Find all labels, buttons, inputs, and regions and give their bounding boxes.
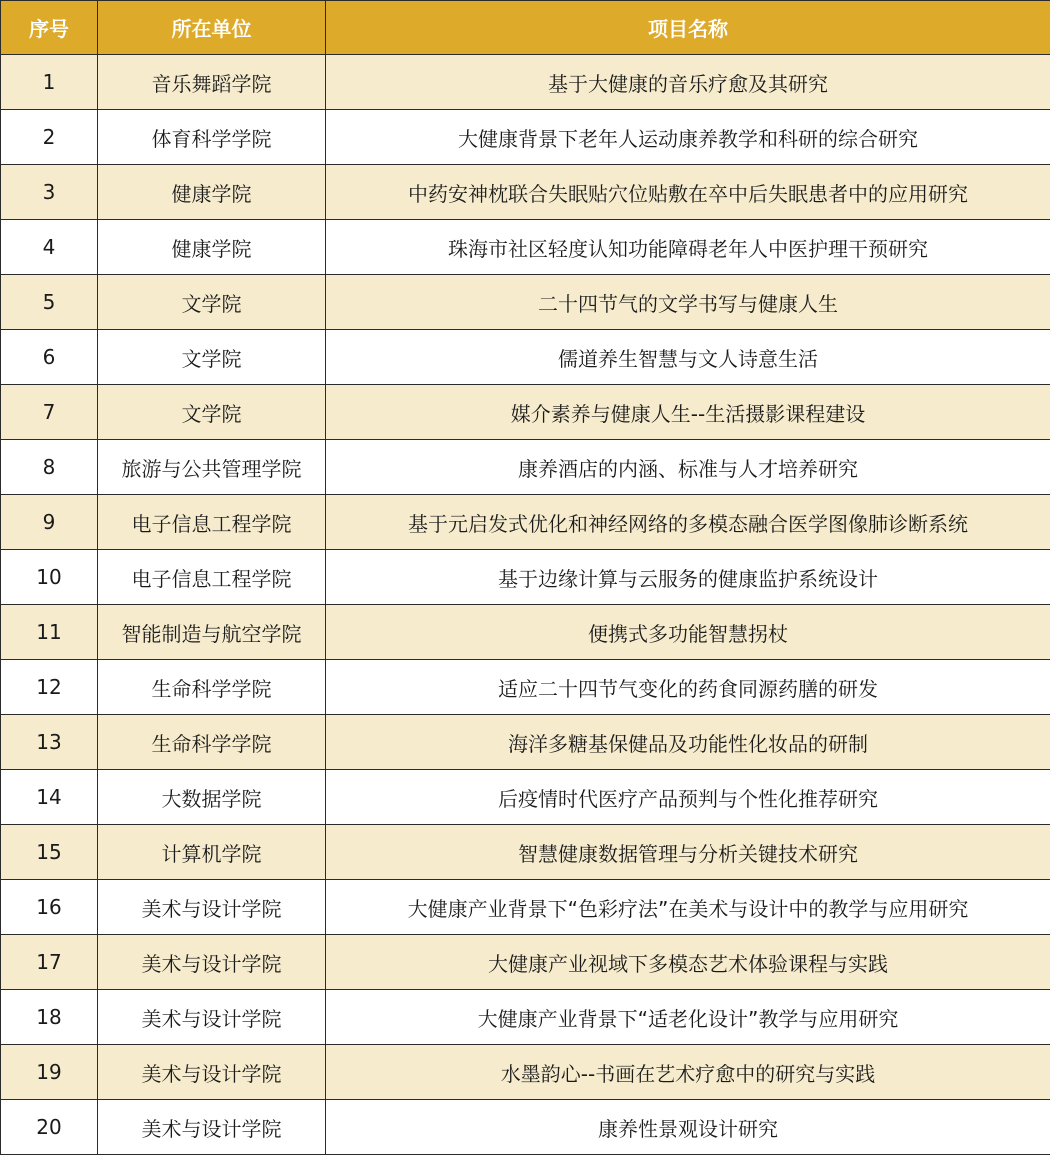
table-row xyxy=(1,220,1050,275)
table-body xyxy=(1,55,1050,1155)
row-number-cell: 10 xyxy=(1,550,98,605)
project-name-cell: 康养酒店的内涵、标准与人才培养研究 xyxy=(326,440,1050,495)
project-name-cell: 儒道养生智慧与文人诗意生活 xyxy=(326,330,1050,385)
project-name-cell: 康养性景观设计研究 xyxy=(326,1100,1050,1155)
unit-cell: 文学院 xyxy=(98,385,326,440)
unit-cell: 生命科学学院 xyxy=(98,660,326,715)
unit-cell: 文学院 xyxy=(98,330,326,385)
row-number-cell: 18 xyxy=(1,990,98,1045)
table-row xyxy=(1,440,1050,495)
row-number-cell: 1 xyxy=(1,55,98,110)
row-number-cell: 16 xyxy=(1,880,98,935)
unit-cell: 文学院 xyxy=(98,275,326,330)
row-number-cell: 4 xyxy=(1,220,98,275)
row-number-cell: 2 xyxy=(1,110,98,165)
header-row xyxy=(1,1,1050,55)
row-number-cell: 17 xyxy=(1,935,98,990)
table-row xyxy=(1,550,1050,605)
row-number-cell: 9 xyxy=(1,495,98,550)
unit-cell: 美术与设计学院 xyxy=(98,990,326,1045)
project-name-cell: 中药安神枕联合失眠贴穴位贴敷在卒中后失眠患者中的应用研究 xyxy=(326,165,1050,220)
table-row xyxy=(1,330,1050,385)
row-number-cell: 12 xyxy=(1,660,98,715)
table-row xyxy=(1,770,1050,825)
project-name-cell: 大健康背景下老年人运动康养教学和科研的综合研究 xyxy=(326,110,1050,165)
table-row xyxy=(1,660,1050,715)
project-name-cell: 基于边缘计算与云服务的健康监护系统设计 xyxy=(326,550,1050,605)
project-name-cell: 水墨韵心--书画在艺术疗愈中的研究与实践 xyxy=(326,1045,1050,1100)
row-number-cell: 11 xyxy=(1,605,98,660)
project-name-cell: 大健康产业背景下“色彩疗法”在美术与设计中的教学与应用研究 xyxy=(326,880,1050,935)
project-name-cell: 二十四节气的文学书写与健康人生 xyxy=(326,275,1050,330)
project-name-cell: 海洋多糖基保健品及功能性化妆品的研制 xyxy=(326,715,1050,770)
table-row xyxy=(1,385,1050,440)
row-number-cell: 6 xyxy=(1,330,98,385)
unit-cell: 电子信息工程学院 xyxy=(98,550,326,605)
table-row xyxy=(1,825,1050,880)
unit-cell: 大数据学院 xyxy=(98,770,326,825)
header-cell-name: 项目名称 xyxy=(326,1,1050,55)
row-number-cell: 14 xyxy=(1,770,98,825)
row-number-cell: 15 xyxy=(1,825,98,880)
project-name-cell: 便携式多功能智慧拐杖 xyxy=(326,605,1050,660)
project-name-cell: 珠海市社区轻度认知功能障碍老年人中医护理干预研究 xyxy=(326,220,1050,275)
table-row xyxy=(1,715,1050,770)
table-row xyxy=(1,990,1050,1045)
table-row xyxy=(1,110,1050,165)
table-row xyxy=(1,1045,1050,1100)
row-number-cell: 20 xyxy=(1,1100,98,1155)
table-row xyxy=(1,935,1050,990)
unit-cell: 计算机学院 xyxy=(98,825,326,880)
table-row xyxy=(1,165,1050,220)
table-row xyxy=(1,55,1050,110)
unit-cell: 体育科学学院 xyxy=(98,110,326,165)
row-number-cell: 8 xyxy=(1,440,98,495)
table-row xyxy=(1,1100,1050,1155)
unit-cell: 生命科学学院 xyxy=(98,715,326,770)
project-name-cell: 基于元启发式优化和神经网络的多模态融合医学图像肺诊断系统 xyxy=(326,495,1050,550)
row-number-cell: 3 xyxy=(1,165,98,220)
unit-cell: 电子信息工程学院 xyxy=(98,495,326,550)
header-cell-unit: 所在单位 xyxy=(98,1,326,55)
project-name-cell: 智慧健康数据管理与分析关键技术研究 xyxy=(326,825,1050,880)
project-name-cell: 大健康产业视域下多模态艺术体验课程与实践 xyxy=(326,935,1050,990)
project-name-cell: 后疫情时代医疗产品预判与个性化推荐研究 xyxy=(326,770,1050,825)
table-row xyxy=(1,605,1050,660)
row-number-cell: 7 xyxy=(1,385,98,440)
unit-cell: 美术与设计学院 xyxy=(98,935,326,990)
project-name-cell: 媒介素养与健康人生--生活摄影课程建设 xyxy=(326,385,1050,440)
row-number-cell: 5 xyxy=(1,275,98,330)
unit-cell: 音乐舞蹈学院 xyxy=(98,55,326,110)
row-number-cell: 13 xyxy=(1,715,98,770)
unit-cell: 健康学院 xyxy=(98,165,326,220)
table-row xyxy=(1,880,1050,935)
table-row xyxy=(1,275,1050,330)
project-name-cell: 适应二十四节气变化的药食同源药膳的研发 xyxy=(326,660,1050,715)
row-number-cell: 19 xyxy=(1,1045,98,1100)
unit-cell: 美术与设计学院 xyxy=(98,1100,326,1155)
unit-cell: 美术与设计学院 xyxy=(98,1045,326,1100)
project-name-cell: 大健康产业背景下“适老化设计”教学与应用研究 xyxy=(326,990,1050,1045)
project-name-cell: 基于大健康的音乐疗愈及其研究 xyxy=(326,55,1050,110)
header-cell-no: 序号 xyxy=(1,1,98,55)
unit-cell: 旅游与公共管理学院 xyxy=(98,440,326,495)
unit-cell: 智能制造与航空学院 xyxy=(98,605,326,660)
unit-cell: 美术与设计学院 xyxy=(98,880,326,935)
table-header xyxy=(1,1,1050,55)
table-row xyxy=(1,495,1050,550)
unit-cell: 健康学院 xyxy=(98,220,326,275)
